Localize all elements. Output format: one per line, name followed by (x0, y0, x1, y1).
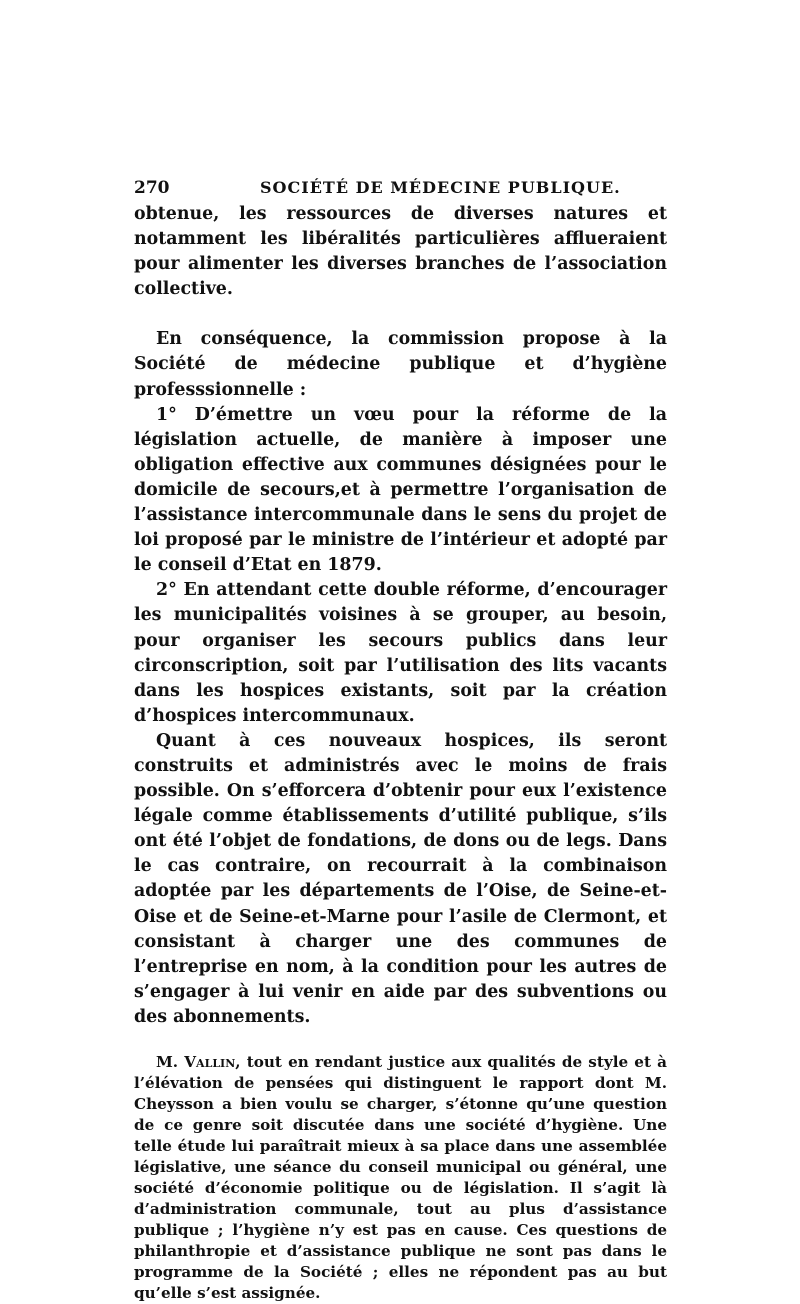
header-title: SOCIÉTÉ DE MÉDECINE PUBLIQUE. (260, 178, 621, 197)
book-page (134, 174, 667, 1304)
paragraph-proposal-2: 2° En attendant cette double réforme, d’encourager les municipalités voisines à se grouper, au besoin, pour organiser les secours publics dans leur circonscription, soit par l’utilisation des lits vacants dans les hospices existants, soit par la création d’hospices intercommunaux. (134, 580, 667, 726)
speaker-name: M. Vallin, (156, 1053, 241, 1071)
discussion-text: tout en rendant justice aux qualités de style et à l’élévation de pensées qui distinguent le rapport dont M. Cheysson a bien voulu se charger, s’étonne qu’une question de ce genre soit discutée dans une société d’hygiène. Une telle étude lui paraîtrait mieux à sa place dans une assemblée législative, une séance du conseil municipal ou général, une société d’économie politique ou de législation. Il s’agit là d’administration communale, tout au plus d’assistance publique ; l’hygiène n’y est pas en cause. Ces questions de philanthropie et d’assistance publique ne sont pas dans le programme de la Société ; elles ne répondent pas au but qu’elle s’est assignée. (134, 1053, 667, 1302)
paragraph-proposal-1: 1° D’émettre un vœu pour la réforme de la législation actuelle, de manière à imposer une obligation effective aux communes désignées pour le domicile de secours,et à permettre l’organisation de l’assistance intercommunale dans le sens du projet de loi proposé par le ministre de l’intérieur et adopté par le conseil d’Etat en 1879. (134, 404, 667, 576)
discussion-paragraph (134, 1052, 667, 1304)
discussion-section (134, 1052, 667, 1304)
running-head (134, 174, 667, 202)
paragraph-continuation: obtenue, les ressources de diverses natures et notamment les libéralités particulières afflueraient pour alimenter les diverses branches de l’association collective. (134, 204, 667, 300)
page-number: 270 (134, 178, 170, 198)
main-text (134, 202, 667, 1030)
paragraph-conclusion: En conséquence, la commission propose à la Société de médecine publique et d’hygiène professsionnelle : (134, 329, 667, 400)
paragraph-hospices: Quant à ces nouveaux hospices, ils seront construits et administrés avec le moins de frais possible. On s’efforcera d’obtenir pour eux l’existence légale comme établissements d’utilité publique, s’ils ont été l’objet de fondations, de dons ou de legs. Dans le cas contraire, on recourrait à la combinaison adoptée par les départements de l’Oise, de Seine-et-Oise et de Seine-et-Marne pour l’asile de Clermont, et consistant à charger une des communes de l’entreprise en nom, à la condition pour les autres de s’engager à lui venir en aide par des subventions ou des abonnements. (134, 730, 667, 1027)
